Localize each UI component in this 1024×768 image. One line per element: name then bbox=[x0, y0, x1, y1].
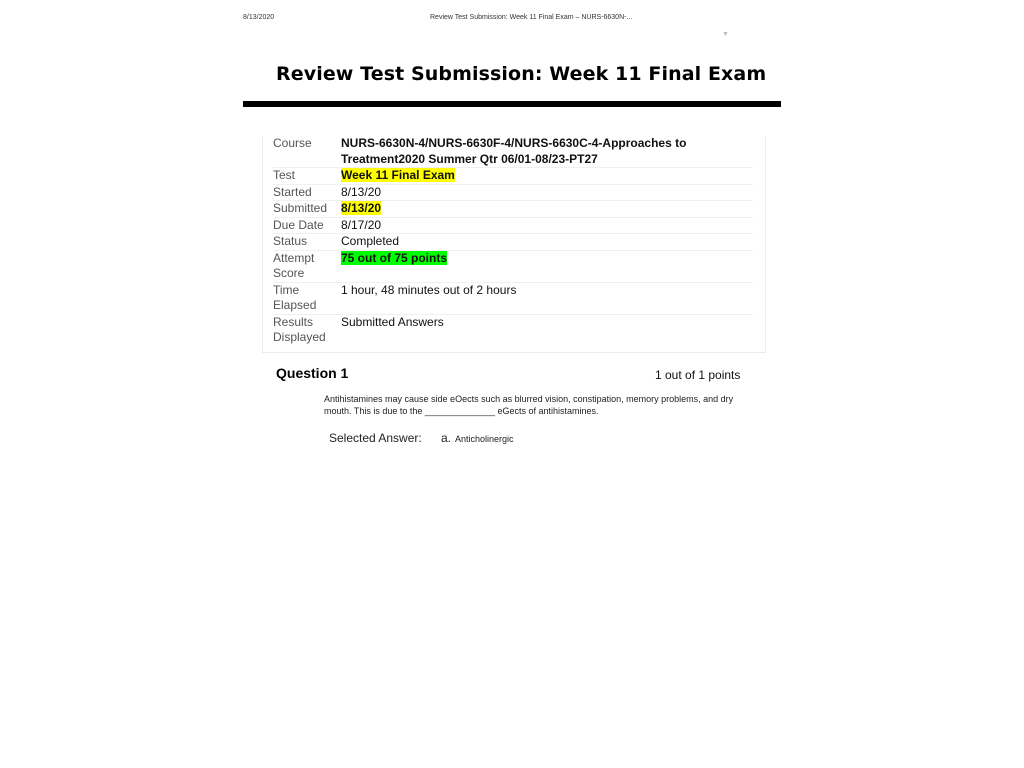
details-value: 8/17/20 bbox=[341, 217, 382, 232]
details-row-results-displayed bbox=[273, 315, 753, 346]
page-title: Review Test Submission: Week 11 Final Exam bbox=[276, 63, 767, 85]
details-row-test bbox=[273, 168, 753, 185]
details-value: Submitted Answers bbox=[341, 314, 444, 329]
question-text: Antihistamines may cause side eOects such as blurred vision, constipation, memory problems, and dry mouth. This is due to the ______________ eGects of antihistamines. bbox=[324, 394, 734, 416]
details-label: Time Elapsed bbox=[273, 282, 317, 312]
details-row-course bbox=[273, 136, 753, 168]
chevron-down-icon: ▼ bbox=[722, 31, 729, 38]
details-row-status bbox=[273, 234, 753, 251]
details-row-started bbox=[273, 185, 753, 202]
details-value: 75 out of 75 points bbox=[341, 250, 448, 265]
details-row-submitted bbox=[273, 201, 753, 218]
details-row-attempt-score bbox=[273, 251, 753, 283]
details-label: Submitted bbox=[273, 201, 328, 215]
details-value: 8/13/20 bbox=[341, 201, 382, 215]
question-points: 1 out of 1 points bbox=[655, 368, 741, 382]
details-value: NURS-6630N-4/NURS-6630F-4/NURS-6630C-4-Approaches to Treatment2020 Summer Qtr 06/01-08/23-PT27 bbox=[341, 136, 687, 166]
print-header-title: Review Test Submission: Week 11 Final Exam – NURS-6630N-... bbox=[430, 14, 633, 21]
submission-details-table bbox=[262, 136, 766, 353]
details-row-due-date bbox=[273, 218, 753, 235]
selected-answer-value: Anticholinergic bbox=[455, 434, 514, 444]
details-label: Results Displayed bbox=[273, 314, 326, 344]
selected-answer-label: Selected Answer: bbox=[329, 431, 422, 445]
title-divider bbox=[243, 101, 781, 107]
details-value: Completed bbox=[341, 234, 400, 248]
details-label: Course bbox=[273, 136, 312, 150]
details-label: Status bbox=[273, 234, 308, 248]
question-title: Question 1 bbox=[276, 365, 349, 381]
details-value: 1 hour, 48 minutes out of 2 hours bbox=[341, 282, 517, 297]
details-label: Started bbox=[273, 184, 312, 199]
print-date: 8/13/2020 bbox=[243, 14, 275, 21]
details-value: 8/13/20 bbox=[341, 184, 382, 199]
details-label: Attempt Score bbox=[273, 250, 315, 280]
details-label: Due Date bbox=[273, 217, 324, 232]
details-value: Week 11 Final Exam bbox=[341, 168, 455, 182]
details-row-time-elapsed bbox=[273, 283, 753, 315]
selected-answer-letter: a. bbox=[441, 431, 452, 445]
details-label: Test bbox=[273, 168, 296, 182]
